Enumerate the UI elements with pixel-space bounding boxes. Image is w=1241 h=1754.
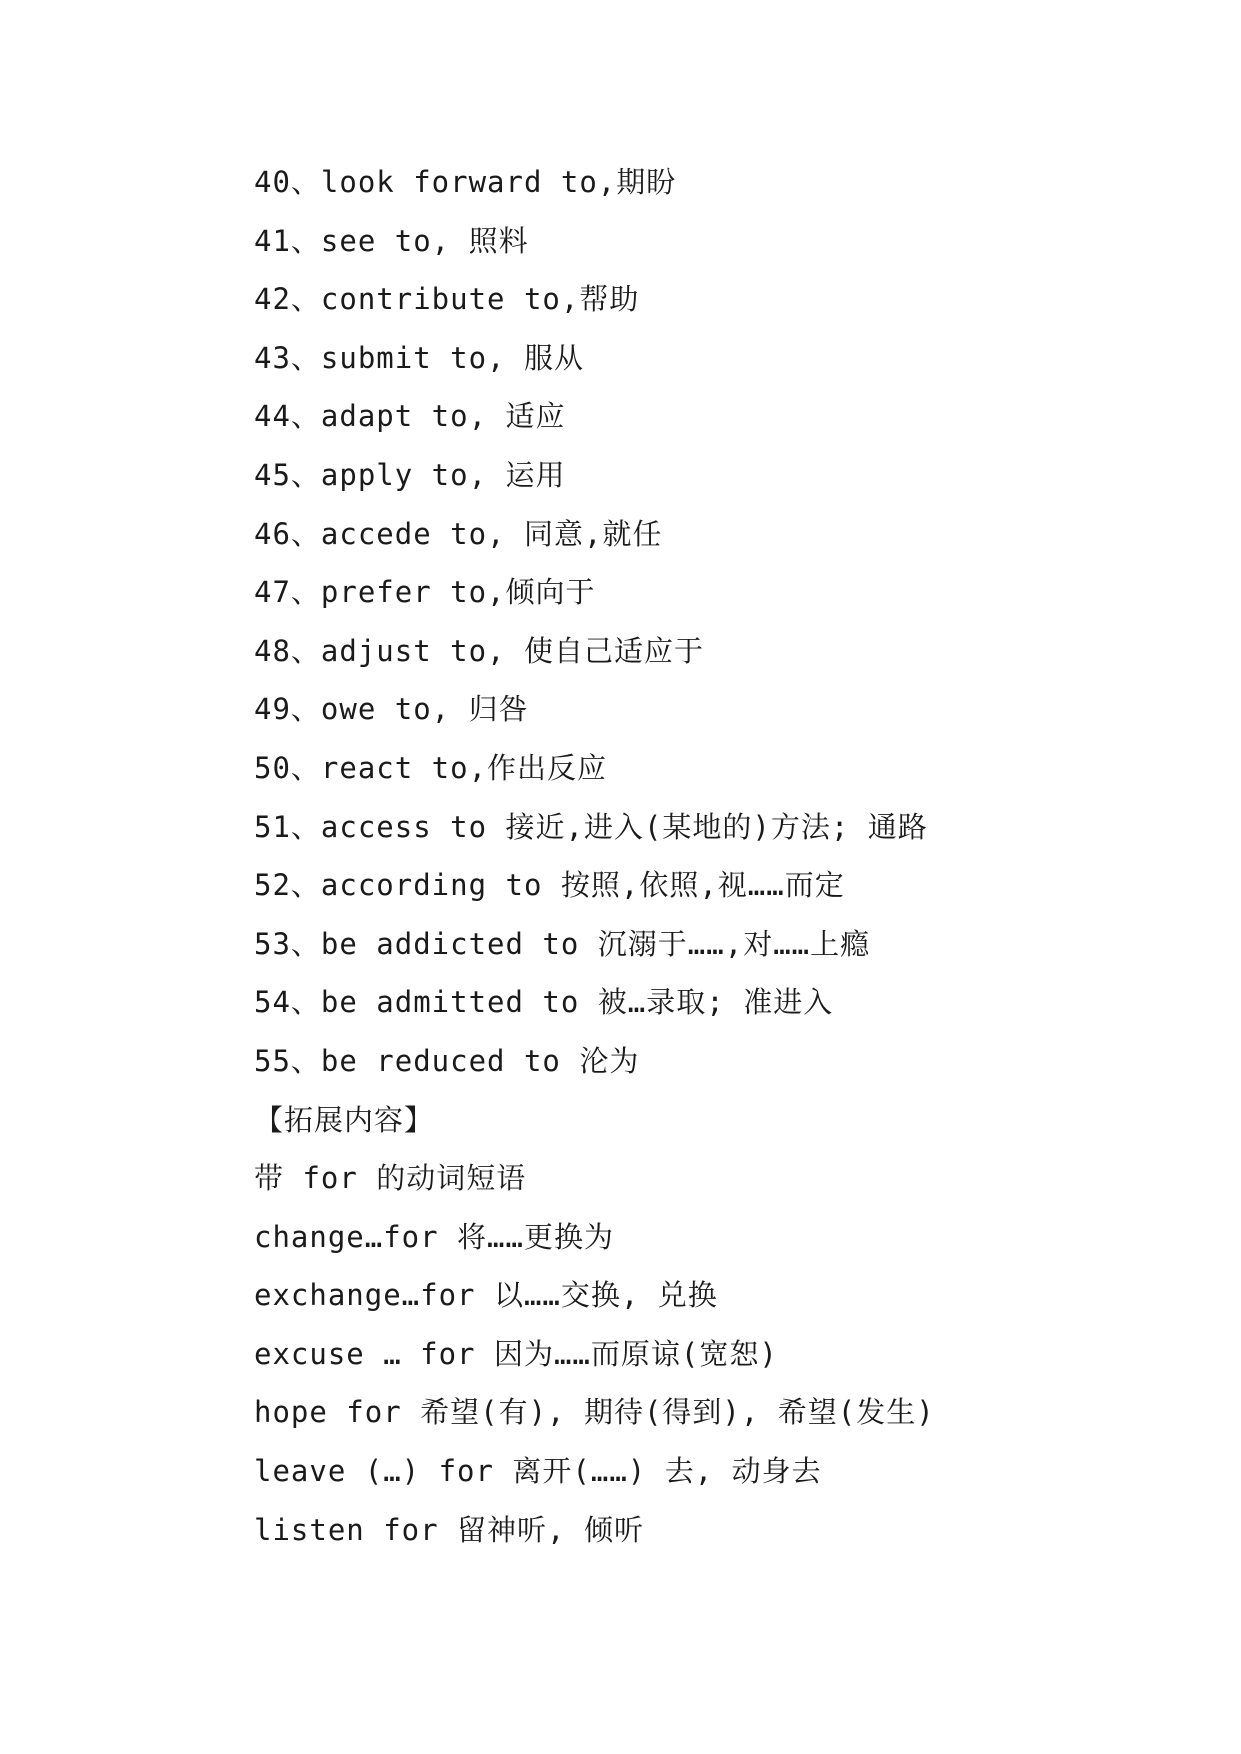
list-item-46: 46、accede to, 同意,就任 — [254, 516, 663, 551]
list-item-44: 44、adapt to, 适应 — [254, 399, 566, 434]
list-item-54: 54、be admitted to 被…录取; 准进入 — [254, 985, 834, 1020]
list-item-41: 41、see to, 照料 — [254, 223, 529, 258]
list-item-42: 42、contribute to,帮助 — [254, 282, 640, 317]
list-item-55: 55、be reduced to 沦为 — [254, 1043, 640, 1078]
section-heading: 【拓展内容】 — [254, 1102, 435, 1137]
for-phrase-item: listen for 留神听, 倾听 — [254, 1512, 644, 1547]
list-item-49: 49、owe to, 归咎 — [254, 692, 529, 727]
document-body — [254, 161, 1154, 1567]
for-phrase-item: exchange…for 以……交换, 兑换 — [254, 1278, 718, 1313]
list-item-45: 45、apply to, 运用 — [254, 457, 566, 492]
for-phrase-item: excuse … for 因为……而原谅(宽恕) — [254, 1336, 778, 1371]
list-item-52: 52、according to 按照,依照,视……而定 — [254, 868, 845, 903]
list-item-48: 48、adjust to, 使自己适应于 — [254, 633, 704, 668]
list-item-53: 53、be addicted to 沉溺于……,对……上瘾 — [254, 926, 871, 961]
list-item-50: 50、react to,作出反应 — [254, 750, 608, 785]
list-item-40: 40、look forward to,期盼 — [254, 165, 677, 199]
list-item-47: 47、prefer to,倾向于 — [254, 575, 596, 610]
for-phrase-item: hope for 希望(有), 期待(得到), 希望(发生) — [254, 1395, 935, 1430]
for-phrase-item: change…for 将……更换为 — [254, 1219, 614, 1254]
list-item-43: 43、submit to, 服从 — [254, 340, 584, 375]
for-phrase-item: leave (…) for 离开(……) 去, 动身去 — [254, 1454, 822, 1489]
subheading: 带 for 的动词短语 — [254, 1161, 527, 1196]
list-item-51: 51、access to 接近,进入(某地的)方法; 通路 — [254, 809, 928, 844]
